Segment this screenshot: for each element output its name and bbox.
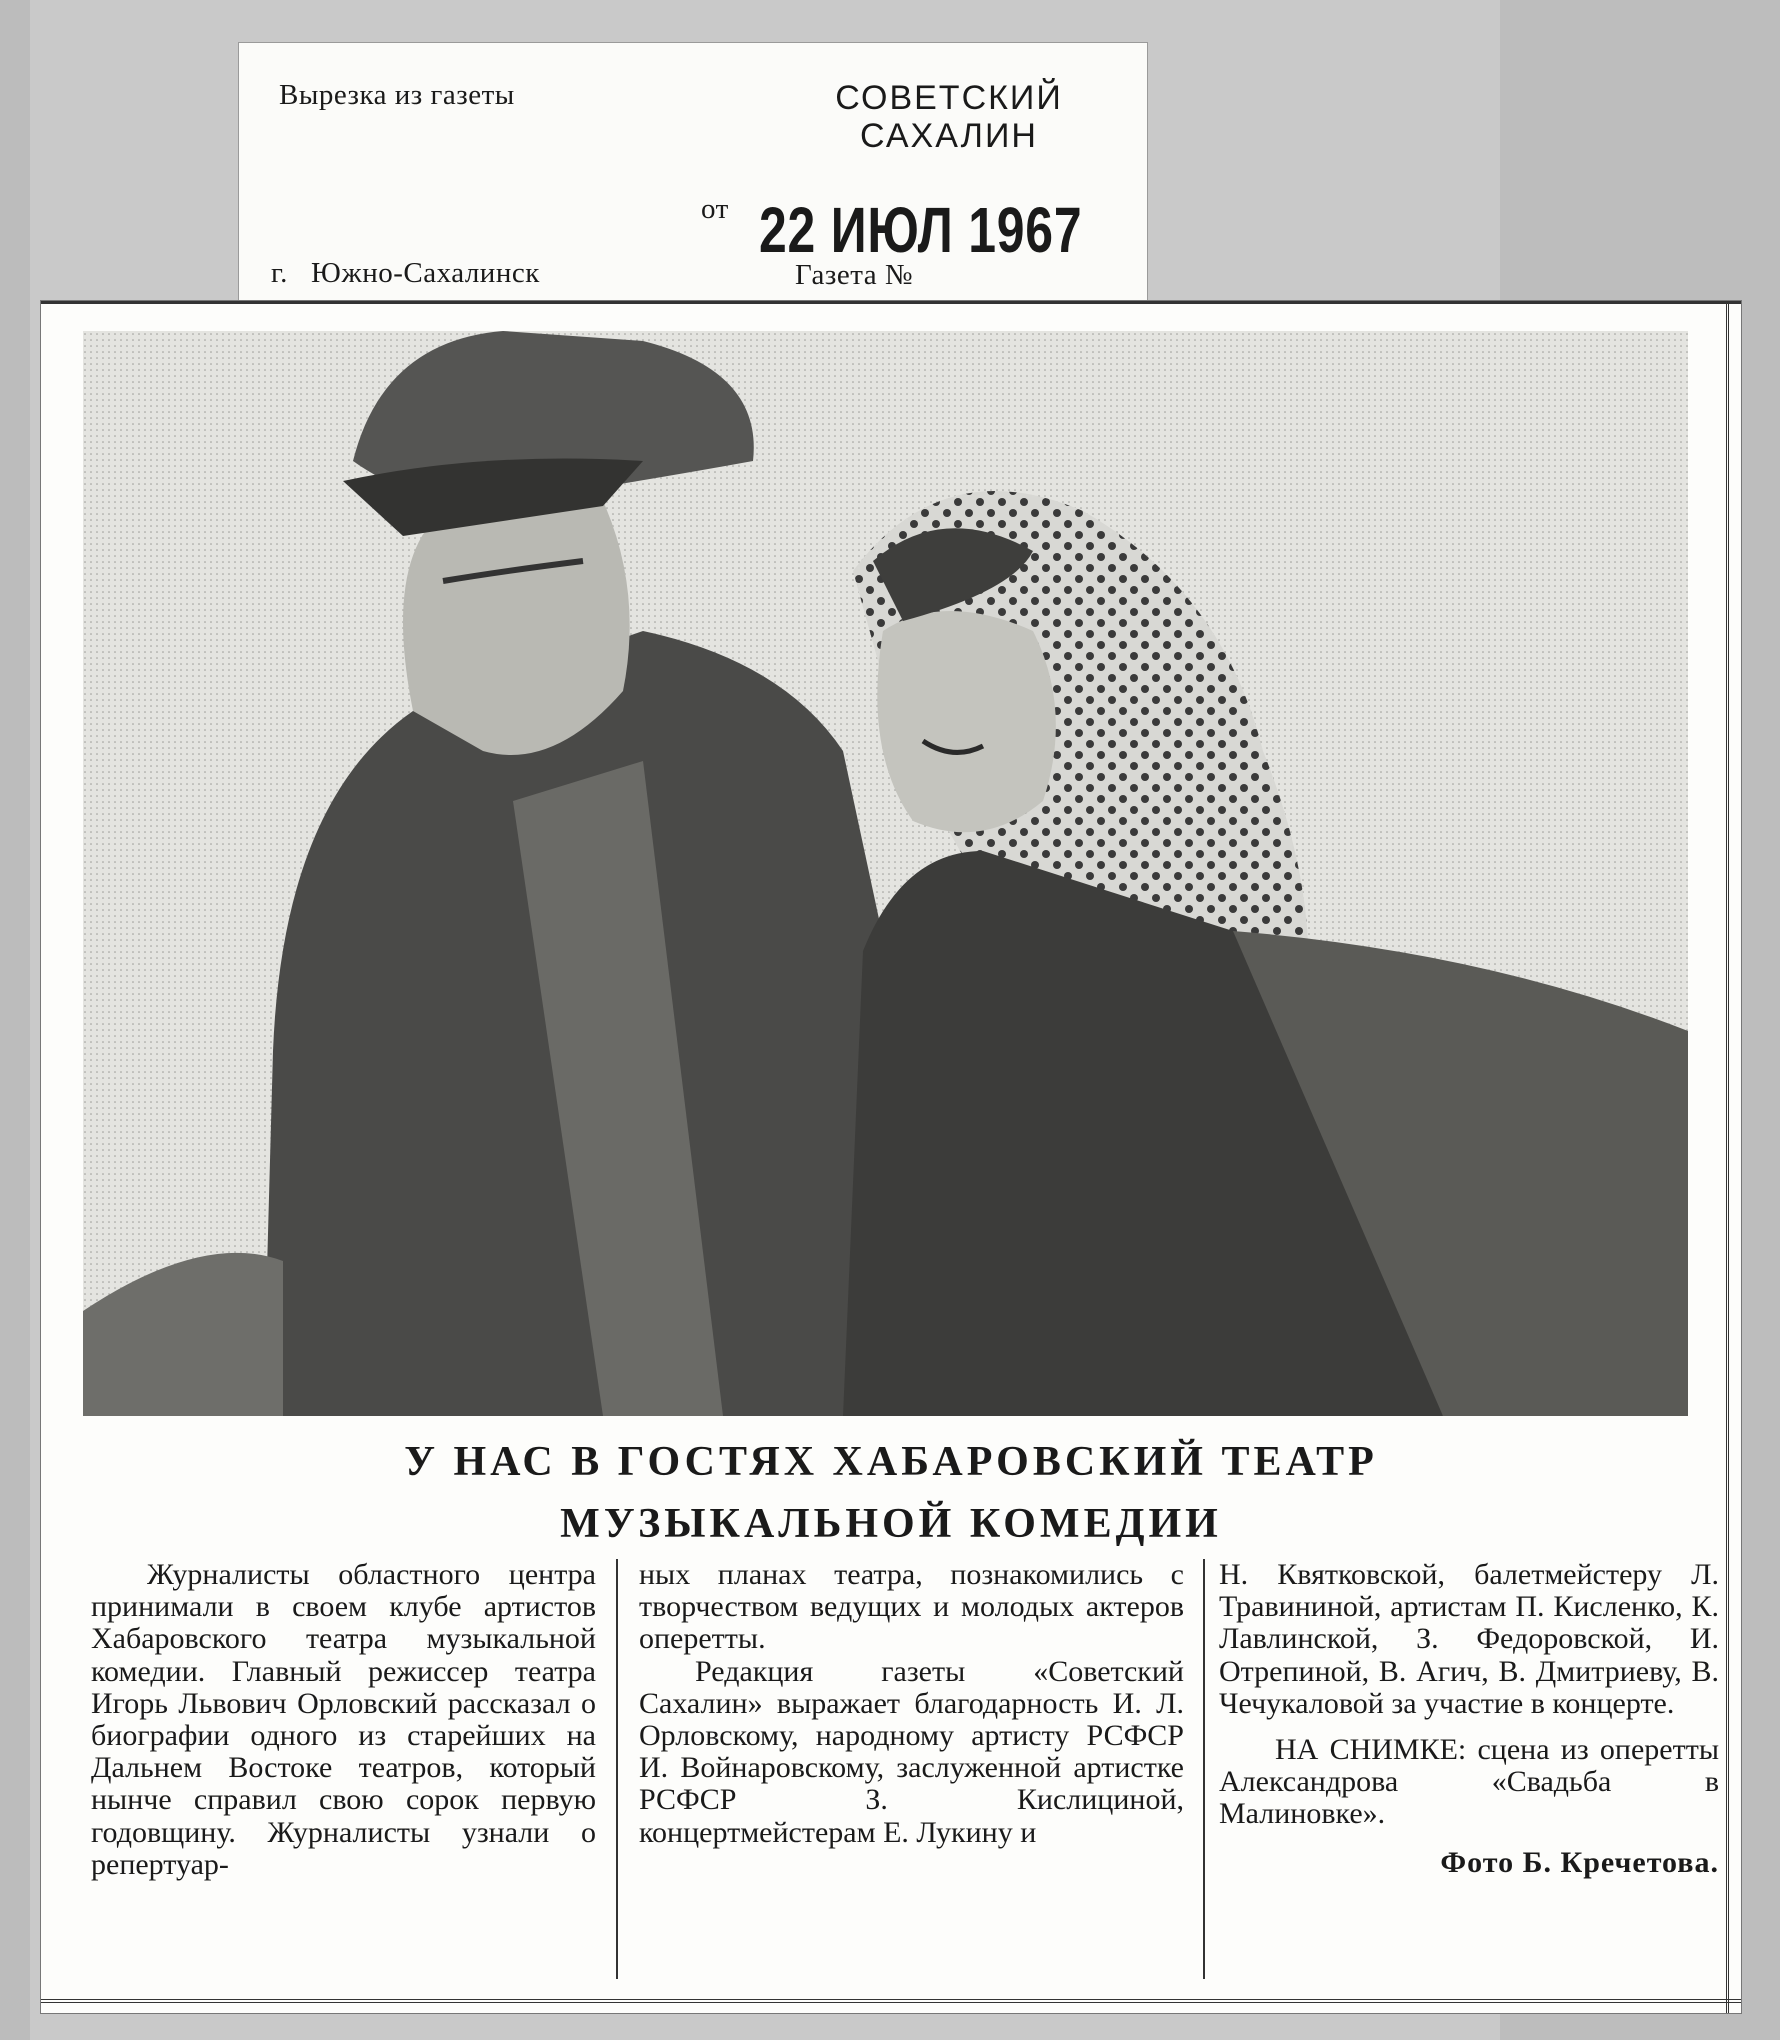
newspaper-clipping (40, 300, 1742, 2014)
column2-paragraph-1: ных планах театра, познакомились с творчеством ведущих и молодых актеров оперетты. (639, 1558, 1184, 1656)
top-rule (41, 301, 1741, 304)
article-column-3 (1219, 1559, 1719, 1879)
issue-label: Газета № (795, 259, 914, 291)
date-prefix: от (701, 193, 729, 225)
photo-credit-prefix: Фото (1440, 1845, 1515, 1879)
background-left-strip (0, 0, 30, 2040)
headline-line1: У НАС В ГОСТЯХ ХАБАРОВСКИЙ ТЕАТР (404, 1439, 1378, 1485)
photo-man-and-woman-in-headscarf-icon (83, 331, 1688, 1416)
clipping-from-label: Вырезка из газеты (279, 79, 515, 111)
city-prefix: г. (271, 257, 288, 289)
column2-paragraph-2: Редакция газеты «Советский Сахалин» выражает благодарность И. Л. Орловскому, народному артисту РСФСР И. Войнаровскому, заслуженной артистке РСФСР З. Кислициной, концертмейстерам Е. Лукину и (639, 1654, 1184, 1849)
article-photo (83, 331, 1688, 1416)
article-column-2 (639, 1559, 1184, 1849)
column1-text: Журналисты областного центра принимали в своем клубе артистов Хабаровского театра музыкальной комедии. Главный режиссер театра Игорь Львович Орловский рассказал о биографии одного из старейших на Дальнем Востоке театров, который нынче справил свою сорок первую годовщину. Журналисты узнали о репертуар- (91, 1558, 596, 1881)
bottom-rule (41, 1999, 1741, 2003)
photo-caption: НА СНИМКЕ: сцена из оперетты Александрова «Свадьба в Малиновке». (1219, 1733, 1719, 1831)
photo-credit (1219, 1847, 1719, 1879)
column-separator-2 (1203, 1559, 1205, 1979)
city-name: Южно-Сахалинск (311, 257, 540, 289)
right-rule (1726, 301, 1729, 2013)
column3-paragraph-1: Н. Квятковской, балетмейстеру Л. Травининой, артистам П. Кисленко, К. Лавлинской, З. Федоровской, И. Отрепиной, В. Агич, В. Дмитриеву, В. Чечукаловой за участие в концерте. (1219, 1558, 1719, 1720)
photo-credit-name: Б. Кречетова. (1522, 1845, 1719, 1879)
clipping-label-card (238, 42, 1148, 312)
newspaper-name (799, 79, 1099, 155)
newspaper-name-line2: САХАЛИН (860, 117, 1038, 155)
headline-line2: МУЗЫКАЛЬНОЙ КОМЕДИИ (560, 1501, 1222, 1547)
article-column-1 (91, 1559, 596, 1881)
newspaper-name-line1: СОВЕТСКИЙ (835, 79, 1063, 117)
column-separator-1 (616, 1559, 618, 1979)
date-stamp: 22 ИЮЛ 1967 (759, 194, 1083, 266)
article-headline (41, 1431, 1741, 1555)
